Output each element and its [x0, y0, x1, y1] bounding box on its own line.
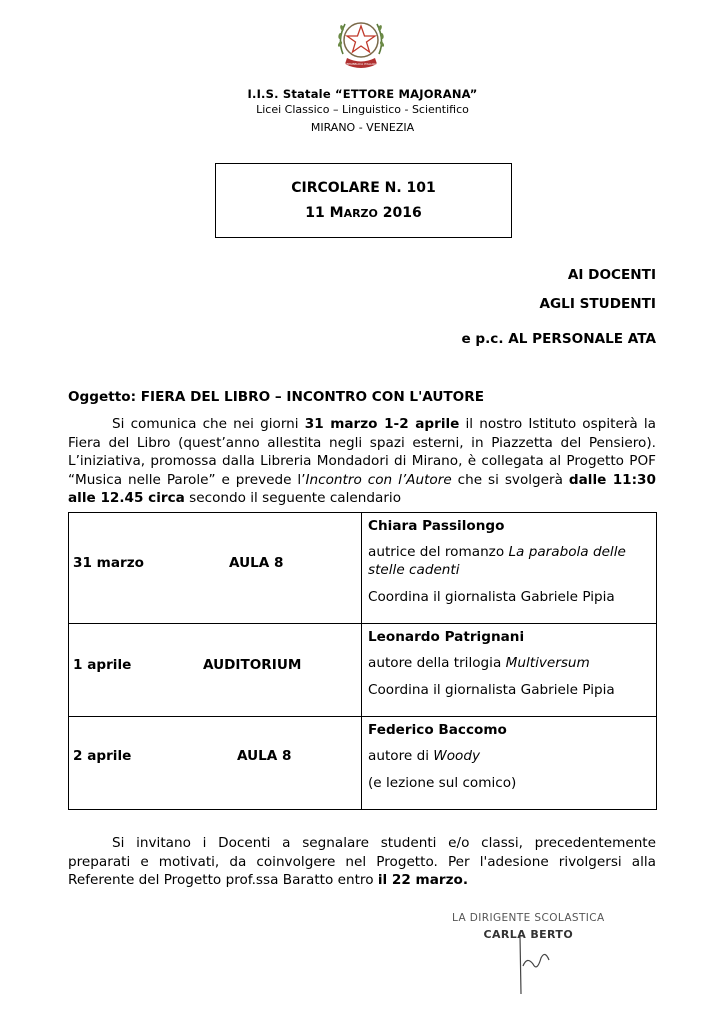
calendar-description: autrice del romanzo La parabola delle stelle cadenti: [368, 544, 626, 578]
table-row: [69, 513, 657, 624]
calendar-date: 31 marzo: [73, 555, 144, 571]
calendar-room: AULA 8: [229, 555, 284, 571]
calendar-note: Coordina il giornalista Gabriele Pipia: [368, 589, 615, 605]
subject-line: Oggetto: FIERA DEL LIBRO – INCONTRO CON L'AUTORE: [68, 389, 484, 405]
calendar-date: 2 aprile: [73, 748, 132, 764]
calendar-room: AUDITORIUM: [203, 657, 302, 673]
school-city: MIRANO - VENEZIA: [310, 121, 415, 134]
calendar-detail-cell: [362, 717, 657, 810]
calendar-date-cell: [69, 624, 362, 717]
recipient-ata-staff: e p.c. AL PERSONALE ATA: [461, 331, 656, 347]
calendar-author: Chiara Passilongo: [368, 518, 505, 534]
emblem-ribbon-text: REPUBBLICA ITALIANA: [344, 62, 378, 66]
calendar-date-cell: [69, 717, 362, 810]
recipient-teachers: AI DOCENTI: [567, 267, 656, 283]
handwritten-signature-icon: [505, 936, 565, 996]
calendar-description: autore della trilogia Multiversum: [368, 655, 590, 671]
calendar-date-cell: [69, 513, 362, 624]
calendar-note: Coordina il giornalista Gabriele Pipia: [368, 682, 615, 698]
school-types: Licei Classico – Linguistico - Scientifico: [256, 103, 469, 116]
calendar-note: (e lezione sul comico): [368, 775, 517, 791]
closing-paragraph: Si invitano i Docenti a segnalare studenti e/o classi, precedentemente preparati e motivati, da coinvolgere nel Progetto. Per l'adesione rivolgersi alla Referente del Progetto prof.ssa Baratto entro il 22 marzo.: [68, 835, 656, 888]
intro-paragraph: Si comunica che nei giorni 31 marzo 1-2 aprile il nostro Istituto ospiterà la Fiera del Libro (quest’anno allestita negli spazi esterni, in Piazzetta del Pensiero). L’iniziativa, promossa dalla Libreria Mondadori di Mirano, è collegata al Progetto POF “Musica nelle Parole” e prevede l’Incontro con l’Autore che si svolgerà dalle 11:30 alle 12.45 circa secondo il seguente calendario: [68, 416, 656, 506]
school-name: I.I.S. Statale “ETTORE MAJORANA”: [247, 87, 478, 101]
calendar-description: autore di Woody: [368, 748, 481, 764]
recipient-students: AGLI STUDENTI: [539, 296, 656, 312]
calendar-author: Federico Baccomo: [368, 722, 507, 738]
italian-republic-emblem-icon: [333, 14, 389, 76]
calendar-detail-cell: [362, 513, 657, 624]
calendar-date: 1 aprile: [73, 657, 132, 673]
calendar-room: AULA 8: [237, 748, 292, 764]
calendar-author: Leonardo Patrignani: [368, 629, 525, 645]
calendar-detail-cell: [362, 624, 657, 717]
circular-title: CIRCOLARE N. 101: [291, 180, 436, 196]
table-row: [69, 624, 657, 717]
signature-name: CARLA BERTO: [483, 928, 574, 941]
calendar-table: [68, 512, 657, 810]
table-row: [69, 717, 657, 810]
circular-box: [215, 163, 512, 238]
circular-date: 11 MARZO 2016: [305, 205, 422, 221]
signature-role: LA DIRIGENTE SCOLASTICA: [452, 912, 605, 924]
